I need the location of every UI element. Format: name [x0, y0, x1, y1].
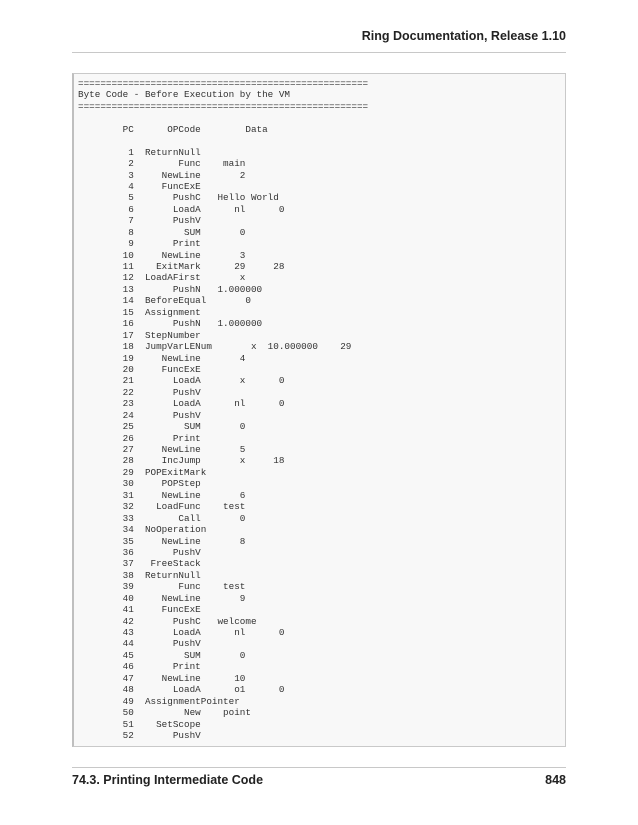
- code-line: 39 Func test: [78, 581, 246, 593]
- code-listing: [78, 78, 368, 741]
- running-header: Ring Documentation, Release 1.10: [361, 29, 566, 43]
- code-line: 38 ReturnNull: [78, 569, 201, 581]
- code-line: 27 NewLine 5: [78, 444, 246, 455]
- code-line: Byte Code - Before Execution by the VM: [78, 89, 291, 101]
- code-line: 10 NewLine 3: [78, 249, 246, 261]
- code-line: 46 Print: [78, 661, 201, 673]
- code-line: 45 SUM 0: [78, 649, 246, 661]
- code-line: PC OPCode Data: [78, 123, 268, 135]
- code-line: 2 Func main: [78, 158, 246, 170]
- code-block: [72, 73, 566, 747]
- code-line: 11 ExitMark 29 28: [78, 261, 285, 272]
- code-line: 26 Print: [78, 432, 201, 444]
- code-line: 47 NewLine 10: [78, 672, 246, 684]
- code-line: ====================================================: [78, 100, 369, 112]
- code-line: 40 NewLine 9: [78, 592, 246, 604]
- code-line: 37 FreeStack: [78, 558, 201, 570]
- code-line: 48 LoadA o1 0: [78, 684, 285, 696]
- code-line: 23 LoadA nl 0: [78, 398, 285, 410]
- code-line: 9 Print: [78, 238, 201, 250]
- code-line: 30 POPStep: [78, 478, 201, 490]
- code-line: 14 BeforeEqual 0: [78, 295, 251, 307]
- page-number: 848: [545, 773, 566, 787]
- code-line: 3 NewLine 2: [78, 169, 246, 181]
- code-line: 1 ReturnNull: [78, 146, 201, 158]
- code-line: 34 NoOperation: [78, 524, 207, 536]
- code-line: 18 JumpVarLENum x 10.000000 29: [78, 341, 352, 353]
- code-line: 43 LoadA nl 0: [78, 627, 285, 638]
- code-line: 17 StepNumber: [78, 329, 201, 341]
- code-line: 31 NewLine 6: [78, 489, 246, 501]
- code-line: 25 SUM 0: [78, 421, 246, 433]
- code-line: 21 LoadA x 0: [78, 375, 285, 387]
- code-line: [78, 112, 368, 123]
- code-line: 28 IncJump x 18: [78, 455, 285, 467]
- code-line: 42 PushC welcome: [78, 615, 257, 627]
- header-divider: [72, 52, 566, 53]
- code-line: 13 PushN 1.000000: [78, 283, 263, 295]
- code-line: 35 NewLine 8: [78, 535, 246, 547]
- code-line: 36 PushV: [78, 546, 201, 558]
- code-line: 44 PushV: [78, 638, 201, 650]
- code-line: 20 FuncExE: [78, 363, 201, 375]
- code-line: [78, 135, 368, 146]
- footer-divider: [72, 767, 566, 768]
- code-line: 29 POPExitMark: [78, 466, 207, 478]
- code-line: ====================================================: [78, 78, 369, 89]
- code-line: 51 SetScope: [78, 718, 201, 730]
- code-line: 15 Assignment: [78, 306, 201, 318]
- code-line: 49 AssignmentPointer: [78, 695, 240, 707]
- code-line: 33 Call 0: [78, 512, 246, 524]
- code-line: 16 PushN 1.000000: [78, 318, 263, 330]
- code-line: 41 FuncExE: [78, 604, 201, 616]
- footer-section-title: 74.3. Printing Intermediate Code: [72, 773, 264, 787]
- code-line: 4 FuncExE: [78, 180, 201, 192]
- code-line: 19 NewLine 4: [78, 352, 246, 364]
- code-line: 6 LoadA nl 0: [78, 203, 285, 215]
- code-line: 8 SUM 0: [78, 226, 246, 238]
- code-line: 5 PushC Hello World: [78, 192, 279, 204]
- code-line: 32 LoadFunc test: [78, 501, 246, 513]
- code-line: 22 PushV: [78, 386, 201, 398]
- code-line: 12 LoadAFirst x: [78, 272, 246, 284]
- code-line: 7 PushV: [78, 215, 201, 227]
- code-line: 50 New point: [78, 707, 251, 719]
- code-line: 52 PushV: [78, 729, 201, 741]
- code-line: 24 PushV: [78, 409, 201, 421]
